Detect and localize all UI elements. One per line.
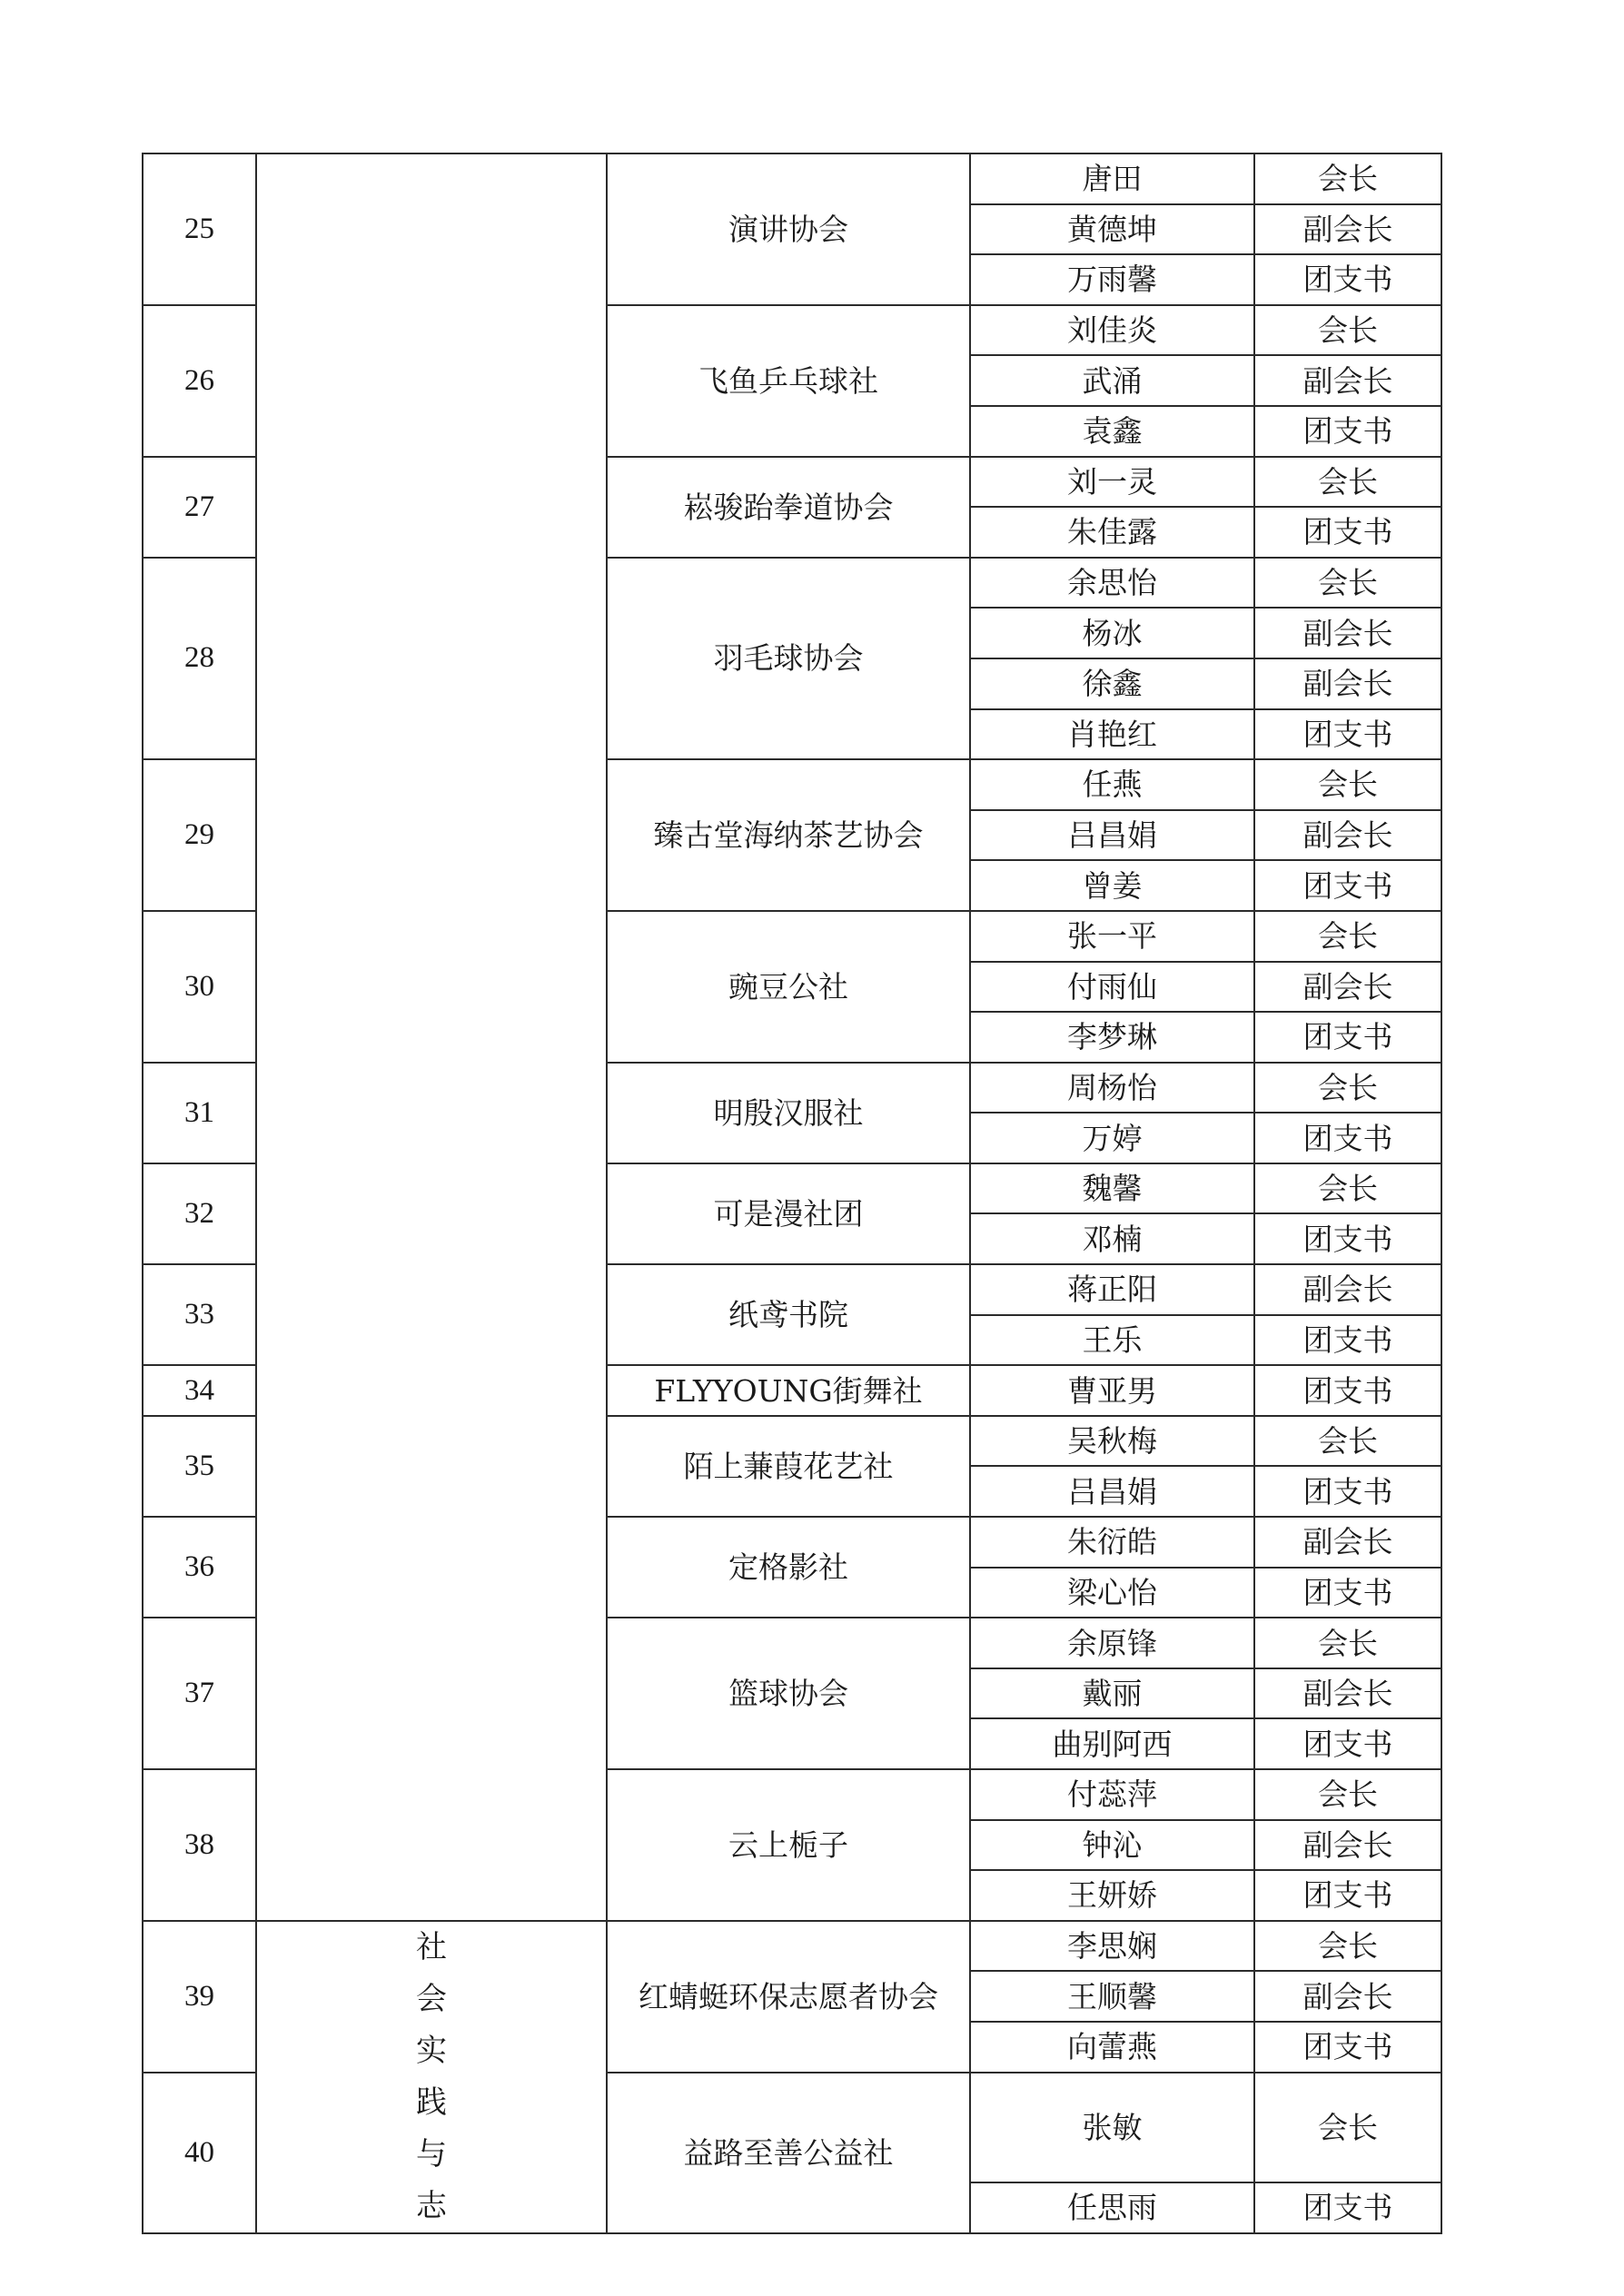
member-role: 团支书 [1254,1213,1441,1264]
club-name: 云上栀子 [607,1769,970,1921]
member-name: 朱佳露 [970,507,1254,558]
club-number: 36 [143,1517,256,1618]
member-name: 吴秋梅 [970,1416,1254,1467]
member-role: 会长 [1254,1416,1441,1467]
member-role: 团支书 [1254,507,1441,558]
club-name: 明殷汉服社 [607,1063,970,1163]
member-name: 武涌 [970,355,1254,406]
member-name: 戴丽 [970,1668,1254,1719]
member-name: 万雨馨 [970,254,1254,305]
member-role: 会长 [1254,305,1441,356]
member-name: 蒋正阳 [970,1264,1254,1315]
club-name: 臻古堂海纳茶艺协会 [607,759,970,911]
member-role: 副会长 [1254,1264,1441,1315]
club-number: 30 [143,911,256,1063]
category-cell [256,1921,607,2233]
club-name: 陌上蒹葭花艺社 [607,1416,970,1517]
member-role: 团支书 [1254,860,1441,911]
member-name: 朱衍皓 [970,1517,1254,1568]
member-name: 曾姜 [970,860,1254,911]
member-name: 任思雨 [970,2182,1254,2233]
category-char: 会 [416,1980,447,2017]
member-name: 李思娴 [970,1921,1254,1972]
member-name: 万婷 [970,1113,1254,1163]
member-role: 团支书 [1254,1365,1441,1416]
club-name: FLYYOUNG街舞社 [607,1365,970,1416]
category-label [416,1922,447,2232]
member-role: 会长 [1254,1163,1441,1214]
member-name: 袁鑫 [970,406,1254,457]
category-char: 社 [416,1928,447,1965]
category-char: 志 [416,2187,447,2224]
member-name: 黄德坤 [970,204,1254,255]
member-role: 副会长 [1254,1668,1441,1719]
member-name: 任燕 [970,759,1254,810]
member-role: 会长 [1254,1063,1441,1113]
member-role: 会长 [1254,2073,1441,2183]
member-role: 会长 [1254,558,1441,609]
member-name: 王顺馨 [970,1971,1254,2022]
club-number: 28 [143,558,256,759]
member-role: 副会长 [1254,810,1441,861]
member-name: 梁心怡 [970,1568,1254,1618]
club-name: 崧骏跆拳道协会 [607,457,970,558]
club-officers-table [142,153,1442,2234]
club-name: 飞鱼乒乓球社 [607,305,970,457]
member-role: 副会长 [1254,355,1441,406]
member-role: 团支书 [1254,1568,1441,1618]
member-name: 李梦琳 [970,1012,1254,1063]
club-number: 33 [143,1264,256,1365]
club-number: 29 [143,759,256,911]
member-role: 团支书 [1254,254,1441,305]
member-role: 团支书 [1254,1113,1441,1163]
club-name: 豌豆公社 [607,911,970,1063]
category-char: 与 [416,2135,447,2172]
member-name: 曲别阿西 [970,1718,1254,1769]
club-number: 25 [143,153,256,305]
member-role: 团支书 [1254,406,1441,457]
club-number: 27 [143,457,256,558]
member-role: 会长 [1254,1769,1441,1820]
member-role: 团支书 [1254,709,1441,760]
member-name: 付雨仙 [970,962,1254,1013]
member-role: 会长 [1254,457,1441,508]
member-role: 团支书 [1254,2182,1441,2233]
member-name: 肖艳红 [970,709,1254,760]
member-role: 团支书 [1254,1718,1441,1769]
member-role: 团支书 [1254,2022,1441,2073]
member-name: 王妍娇 [970,1870,1254,1921]
category-char: 践 [416,2083,447,2121]
member-role: 副会长 [1254,1820,1441,1871]
member-role: 副会长 [1254,204,1441,255]
member-role: 会长 [1254,1921,1441,1972]
member-name: 余思怡 [970,558,1254,609]
member-name: 魏馨 [970,1163,1254,1214]
member-name: 邓楠 [970,1213,1254,1264]
club-number: 32 [143,1163,256,1264]
member-name: 吕昌娟 [970,810,1254,861]
member-name: 付蕊萍 [970,1769,1254,1820]
member-name: 张一平 [970,911,1254,962]
club-number: 35 [143,1416,256,1517]
club-name: 演讲协会 [607,153,970,305]
category-cell [256,153,607,1921]
member-role: 副会长 [1254,1517,1441,1568]
table-row [143,153,1441,204]
club-name: 羽毛球协会 [607,558,970,759]
member-role: 团支书 [1254,1315,1441,1366]
member-name: 钟沁 [970,1820,1254,1871]
club-number: 34 [143,1365,256,1416]
member-role: 会长 [1254,1618,1441,1668]
member-role: 会长 [1254,153,1441,204]
club-name: 益路至善公益社 [607,2073,970,2233]
member-name: 曹亚男 [970,1365,1254,1416]
club-name: 红蜻蜓环保志愿者协会 [607,1921,970,2073]
club-name: 篮球协会 [607,1618,970,1769]
club-number: 38 [143,1769,256,1921]
club-number: 31 [143,1063,256,1163]
member-name: 刘佳炎 [970,305,1254,356]
member-role: 会长 [1254,759,1441,810]
member-name: 向蕾燕 [970,2022,1254,2073]
club-name: 纸鸢书院 [607,1264,970,1365]
member-name: 周杨怡 [970,1063,1254,1113]
member-role: 副会长 [1254,962,1441,1013]
member-name: 张敏 [970,2073,1254,2183]
club-name: 可是漫社团 [607,1163,970,1264]
table-body [143,153,1441,2233]
member-role: 会长 [1254,911,1441,962]
member-role: 团支书 [1254,1870,1441,1921]
club-number: 40 [143,2073,256,2233]
club-number: 37 [143,1618,256,1769]
member-role: 副会长 [1254,608,1441,658]
member-name: 刘一灵 [970,457,1254,508]
member-name: 吕昌娟 [970,1466,1254,1517]
table-row [143,1921,1441,1972]
club-number: 39 [143,1921,256,2073]
member-role: 副会长 [1254,658,1441,709]
member-role: 团支书 [1254,1012,1441,1063]
member-name: 余原锋 [970,1618,1254,1668]
club-number: 26 [143,305,256,457]
member-name: 王乐 [970,1315,1254,1366]
member-role: 副会长 [1254,1971,1441,2022]
member-name: 徐鑫 [970,658,1254,709]
member-name: 唐田 [970,153,1254,204]
member-role: 团支书 [1254,1466,1441,1517]
category-char: 实 [416,2032,447,2069]
member-name: 杨冰 [970,608,1254,658]
club-name: 定格影社 [607,1517,970,1618]
